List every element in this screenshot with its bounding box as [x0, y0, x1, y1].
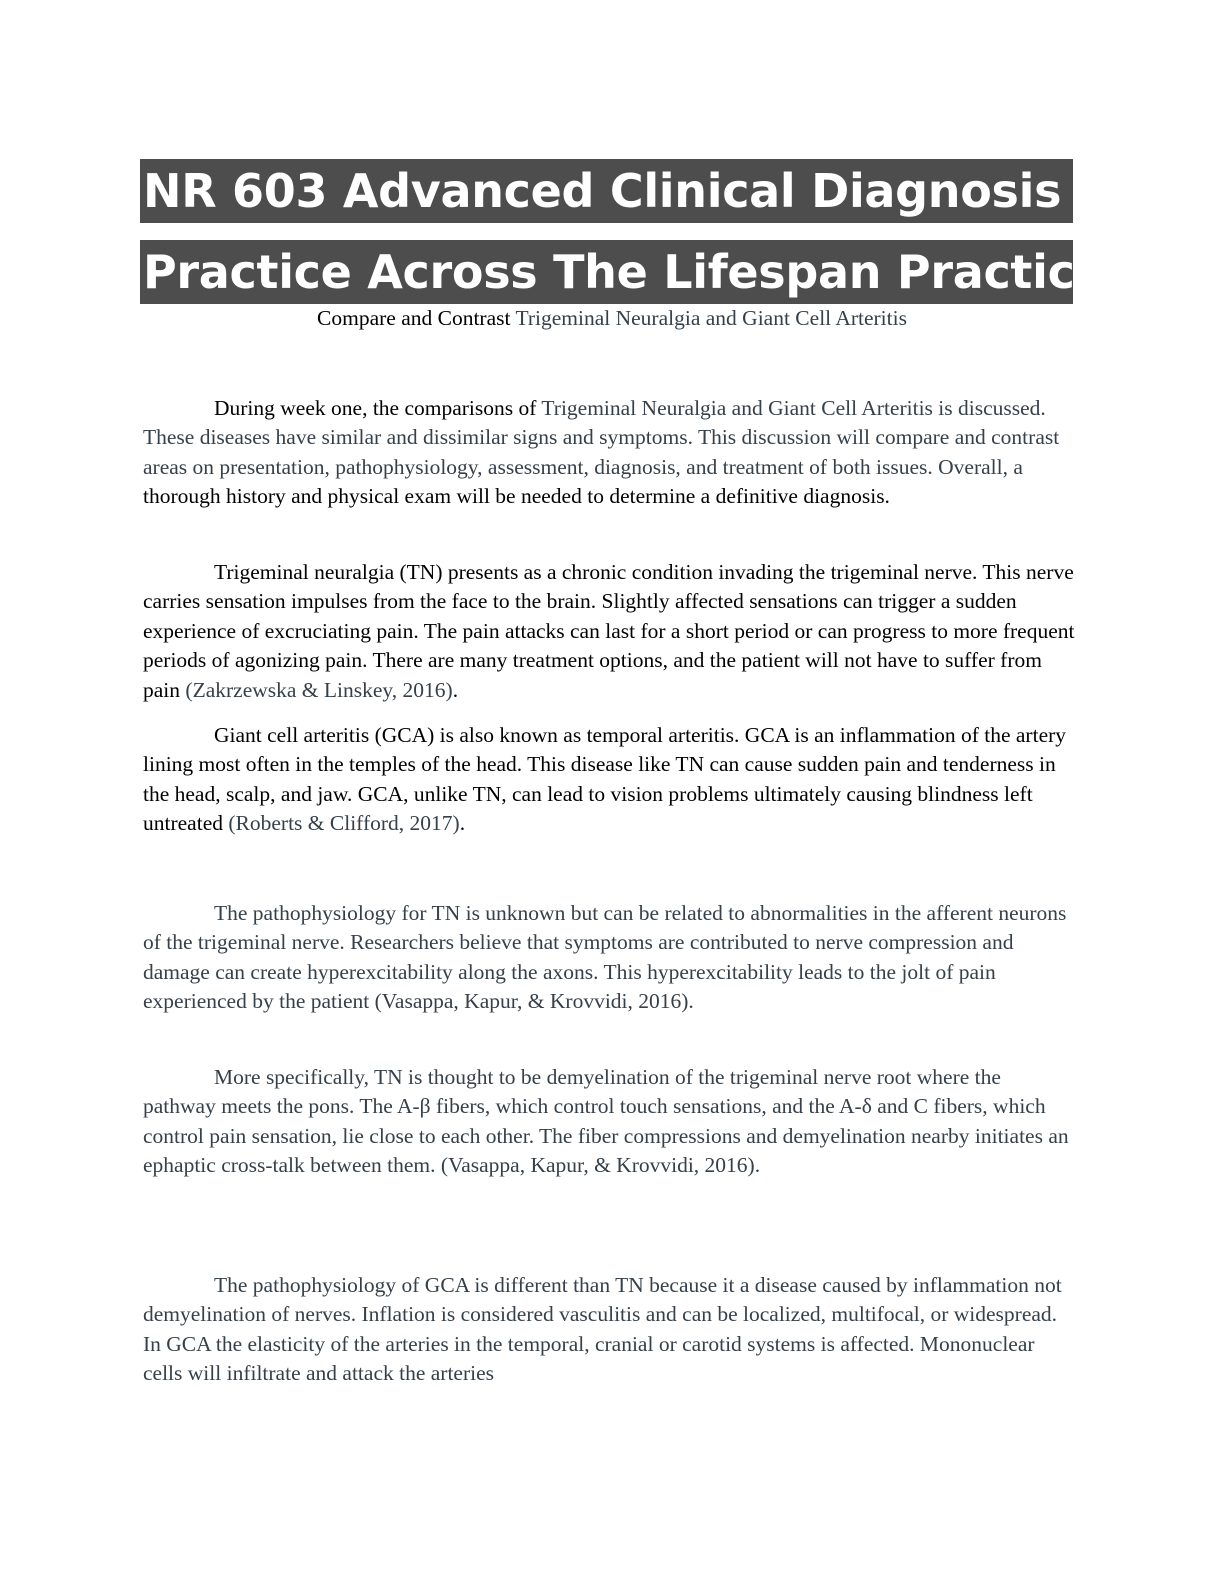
paragraph-tn-presentation	[143, 558, 1078, 705]
intro-text-end: thorough history and physical exam will be needed to determine a definitive diagnosis.	[143, 484, 890, 509]
tn-presentation-end: .	[452, 677, 459, 702]
tn-presentation-text: Trigeminal neuralgia (TN) presents as a chronic condition invading the trigeminal nerve. This nerve carries sensation impulses from the face to the brain. Slightly affected sensations can trigger a sudden experience of excruciating pain. The pain attacks can last for a short period or can progress to more frequent periods of agonizing pain. There are many treatment options, and the patient will not have to suffer from pain	[143, 560, 1075, 702]
paragraph-gca-pathophysiology	[143, 1271, 1078, 1389]
citation-zakrzewska: (Zakrzewska & Linskey, 2016)	[185, 677, 453, 702]
document-subtitle	[0, 304, 1224, 332]
citation-roberts: (Roberts & Clifford, 2017)	[228, 811, 460, 836]
tn-pathophysiology-text: The pathophysiology for TN is unknown but can be related to abnormalities in the afferent neurons of the trigeminal nerve. Researchers believe that symptoms are contributed to nerve compression and damage can create hyperexcitability along the axons. This hyperexcitability leads to the jolt of pain experienced by the patient (Vasappa, Kapur, & Krovvidi, 2016).	[143, 901, 1067, 1014]
paragraph-tn-pathophysiology	[143, 899, 1078, 1017]
gca-presentation-end: .	[459, 811, 466, 836]
subtitle-lead: Compare and Contrast	[317, 306, 516, 330]
gca-presentation-text: Giant cell arteritis (GCA) is also known as temporal arteritis. GCA is an inflammation of the artery lining most often in the temples of the head. This disease like TN can cause sudden pain and tenderness in the head, scalp, and jaw. GCA, unlike TN, can lead to vision problems ultimately causing blindness left untreated	[143, 723, 1067, 836]
document-title-line-1: NR 603 Advanced Clinical Diagnosis And	[140, 159, 1073, 223]
gca-pathophysiology-text: The pathophysiology of GCA is different than TN because it a disease caused by inflammation not demyelination of nerves. Inflation is considered vasculitis and can be localized, multifocal, or widespread. In GCA the elasticity of the arteries in the temporal, cranial or carotid systems is affected. Mononuclear cells will infiltrate and attack the arteries	[143, 1273, 1062, 1386]
paragraph-tn-demyelination	[143, 1063, 1078, 1181]
intro-text-middle: Trigeminal Neuralgia and Giant Cell Arteritis is discussed. These diseases have similar and dissimilar signs and symptoms. This discussion will compare and contrast areas on presentation, pathophysiology, assessment, diagnosis, and treatment of both issues. Overall, a	[143, 396, 1060, 479]
intro-text-start: During week one, the comparisons of	[214, 396, 542, 420]
paragraph-gca-presentation	[143, 721, 1078, 839]
paragraph-introduction	[143, 394, 1078, 512]
subtitle-topic: Trigeminal Neuralgia and Giant Cell Arteritis	[515, 306, 907, 330]
tn-demyelination-text: More specifically, TN is thought to be demyelination of the trigeminal nerve root where the pathway meets the pons. The A-β fibers, which control touch sensations, and the A-δ and C fibers, which control pain sensation, lie close to each other. The fiber compressions and demyelination nearby initiates an ephaptic cross-talk between them. (Vasappa, Kapur, & Krovvidi, 2016).	[143, 1065, 1069, 1178]
document-title-line-2: Practice Across The Lifespan Practicum	[140, 240, 1073, 304]
